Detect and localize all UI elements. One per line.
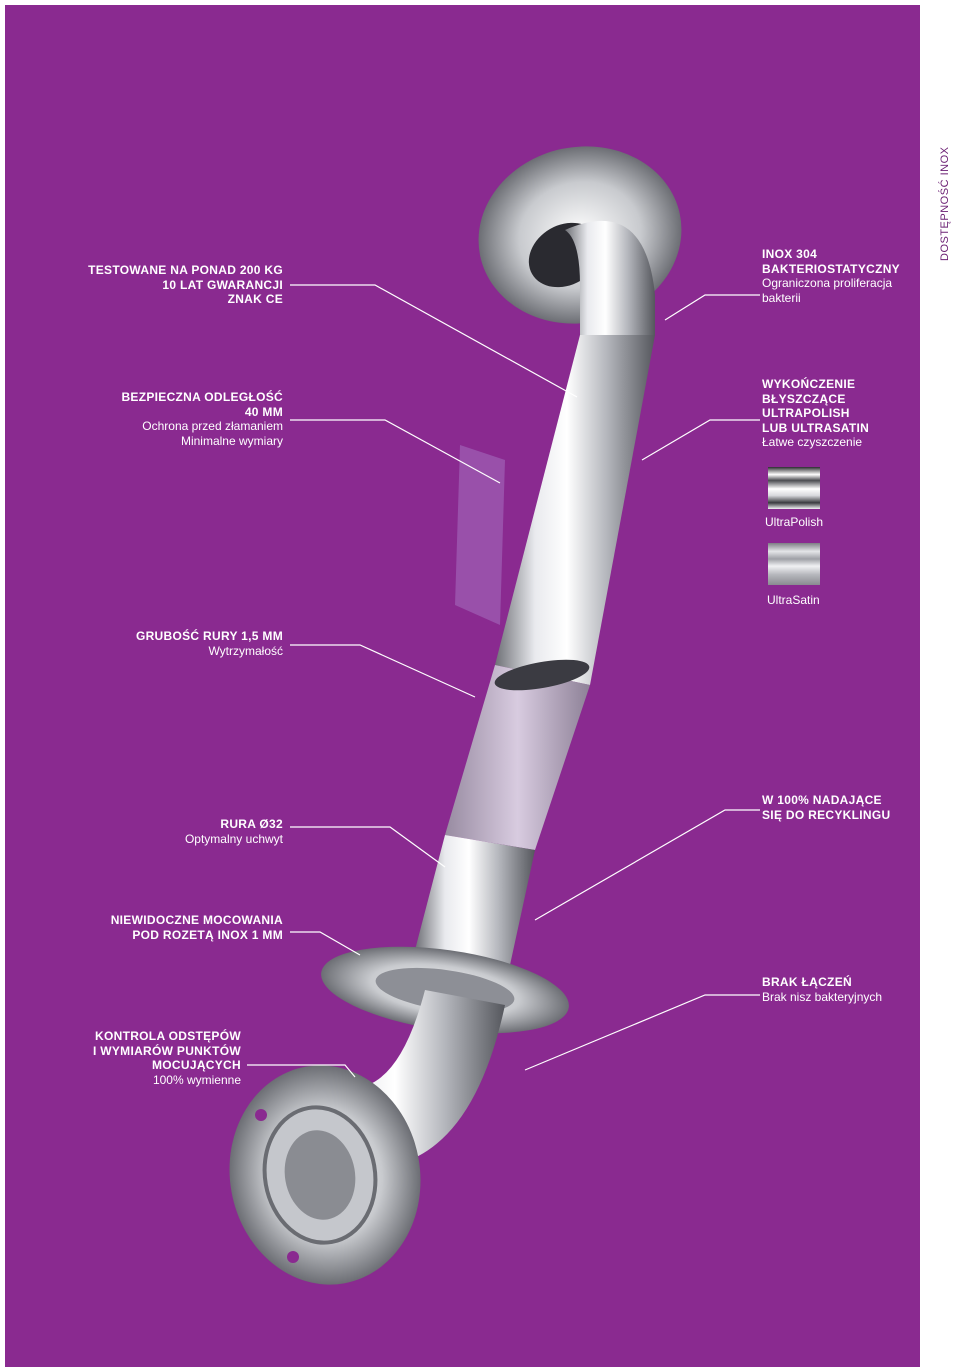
label-line: BRAK ŁĄCZEŃ xyxy=(762,975,852,989)
label-line: RURA Ø32 xyxy=(220,817,283,831)
label-subline: Optymalny uchwyt xyxy=(184,831,283,846)
label-line: ZNAK CE xyxy=(227,292,283,306)
label-line: INOX 304 xyxy=(762,247,818,261)
label-subline: Wytrzymałość xyxy=(208,643,283,658)
label-line: BEZPIECZNA ODLEGŁOŚĆ xyxy=(121,390,283,404)
label-line: 10 LAT GWARANCJI xyxy=(162,277,283,292)
label-line: MOCUJĄCYCH xyxy=(151,1058,241,1072)
label-subline: 100% wymienne xyxy=(152,1072,241,1087)
label-subline: Ochrona przed złamaniem xyxy=(142,419,283,433)
label-load-test xyxy=(45,263,283,307)
label-line: SIĘ DO RECYKLINGU xyxy=(762,807,891,822)
label-line: ULTRAPOLISH xyxy=(762,406,850,420)
label-hidden-fixings xyxy=(45,913,283,942)
label-line: NIEWIDOCZNE MOCOWANIA xyxy=(110,913,283,927)
ultrapolish-swatch xyxy=(768,467,820,509)
grab-bar-illustration xyxy=(5,5,920,1367)
label-recycling xyxy=(762,793,917,822)
label-inox-304 xyxy=(762,247,917,305)
label-line: 40 MM xyxy=(244,404,283,419)
label-line: BŁYSZCZĄCE xyxy=(762,391,846,406)
side-tab-label: DOSTĘPNOŚĆ INOX xyxy=(939,146,951,261)
label-line: POD ROZETĄ INOX 1 MM xyxy=(132,927,283,942)
label-tube-thickness xyxy=(45,629,283,658)
label-line: LUB ULTRASATIN xyxy=(762,420,870,435)
side-tab xyxy=(925,5,960,1367)
label-safe-distance xyxy=(45,390,283,448)
label-finish xyxy=(762,377,917,450)
label-subline: Ograniczona proliferacja xyxy=(762,276,893,290)
label-tube-diameter xyxy=(45,817,283,846)
lower-tube xyxy=(415,835,535,965)
label-subline: bakterii xyxy=(762,290,801,305)
ultrapolish-caption: UltraPolish xyxy=(765,515,824,529)
label-no-joints xyxy=(762,975,917,1004)
label-line: WYKOŃCZENIE xyxy=(762,377,856,391)
ultrasatin-caption: UltraSatin xyxy=(767,593,820,607)
product-panel xyxy=(5,5,920,1367)
upper-tube xyxy=(495,335,655,685)
label-subline: Łatwe czyszczenie xyxy=(762,435,863,449)
label-line: W 100% NADAJĄCE xyxy=(762,793,882,807)
label-line: I WYMIARÓW PUNKTÓW xyxy=(92,1043,241,1058)
label-spacing-control xyxy=(45,1029,241,1087)
label-line: TESTOWANE NA PONAD 200 KG xyxy=(88,263,283,277)
ultrasatin-swatch xyxy=(768,543,820,585)
label-line: GRUBOŚĆ RURY 1,5 MM xyxy=(135,629,283,643)
label-subline: Minimalne wymiary xyxy=(180,433,283,448)
label-subline: Brak nisz bakteryjnych xyxy=(762,989,883,1004)
label-line: BAKTERIOSTATYCZNY xyxy=(762,261,900,276)
label-line: KONTROLA ODSTĘPÓW xyxy=(95,1029,241,1043)
